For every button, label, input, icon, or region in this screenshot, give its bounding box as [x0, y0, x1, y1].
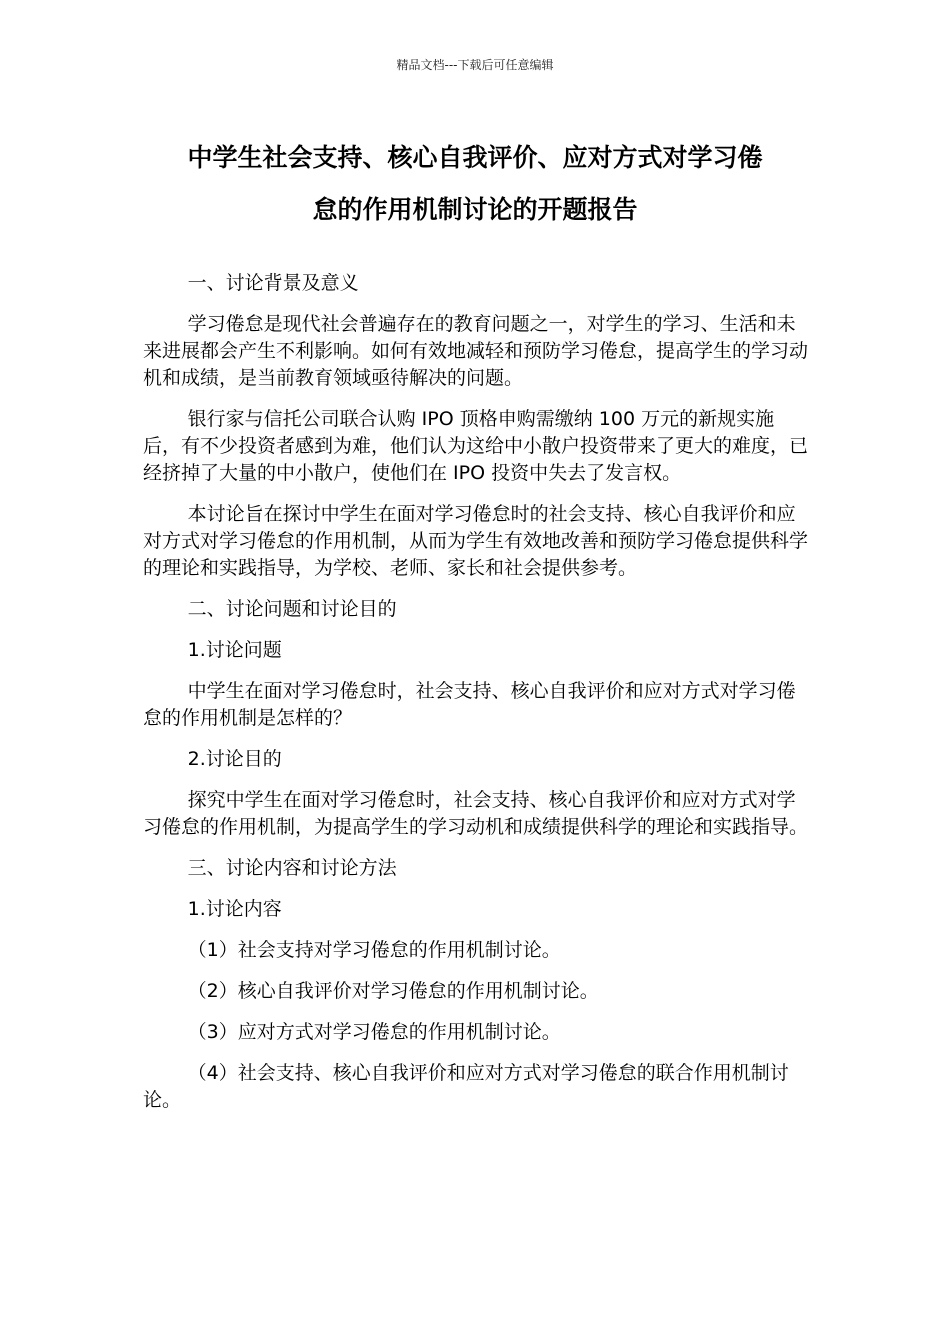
- subheading-question: 1.讨论问题: [187, 639, 282, 661]
- section-heading-questions: 二、讨论问题和讨论目的: [187, 598, 397, 620]
- list-item: （1）社会支持对学习倦怠的作用机制讨论。: [187, 939, 561, 961]
- paragraph-goal: 探究中学生在面对学习倦怠时，社会支持、核心自我评价和应对方式对学习倦怠的作用机制，为提高学生的学习动机和成绩提供科学的理论和实践指导。: [143, 789, 809, 838]
- paragraph-ipo: 银行家与信托公司联合认购 IPO 顶格申购需缴纳 100 万元的新规实施后，有不少投资者感到为难，他们认为这给中小散户投资带来了更大的难度，已经挤掉了大量的中小散户，使他们在 IPO 投资中失去了发言权。: [143, 408, 809, 484]
- document-body: [143, 270, 809, 1128]
- document-title: [140, 132, 810, 236]
- list-item: （4）社会支持、核心自我评价和应对方式对学习倦怠的联合作用机制讨论。: [143, 1062, 789, 1111]
- title-line-2: 怠的作用机制讨论的开题报告: [312, 195, 638, 224]
- section-heading-background: 一、讨论背景及意义: [187, 272, 359, 294]
- title-line-1: 中学生社会支持、核心自我评价、应对方式对学习倦: [187, 143, 763, 172]
- paragraph-background: 学习倦怠是现代社会普遍存在的教育问题之一，对学生的学习、生活和未来进展都会产生不利影响。如何有效地减轻和预防学习倦怠，提高学生的学习动机和成绩，是当前教育领域亟待解决的问题。: [143, 313, 809, 389]
- subheading-content: 1.讨论内容: [187, 898, 282, 920]
- list-item: （3）应对方式对学习倦怠的作用机制讨论。: [187, 1021, 561, 1043]
- paragraph-purpose: 本讨论旨在探讨中学生在面对学习倦怠时的社会支持、核心自我评价和应对方式对学习倦怠的作用机制，从而为学生有效地改善和预防学习倦怠提供科学的理论和实践指导，为学校、老师、家长和社会提供参考。: [143, 503, 809, 579]
- list-item: （2）核心自我评价对学习倦怠的作用机制讨论。: [187, 980, 599, 1002]
- subheading-goal: 2.讨论目的: [187, 748, 282, 770]
- paragraph-question: 中学生在面对学习倦怠时，社会支持、核心自我评价和应对方式对学习倦怠的作用机制是怎样的？: [143, 680, 796, 729]
- section-heading-methods: 三、讨论内容和讨论方法: [187, 857, 397, 879]
- header-note: 精品文档---下载后可任意编辑: [396, 58, 554, 72]
